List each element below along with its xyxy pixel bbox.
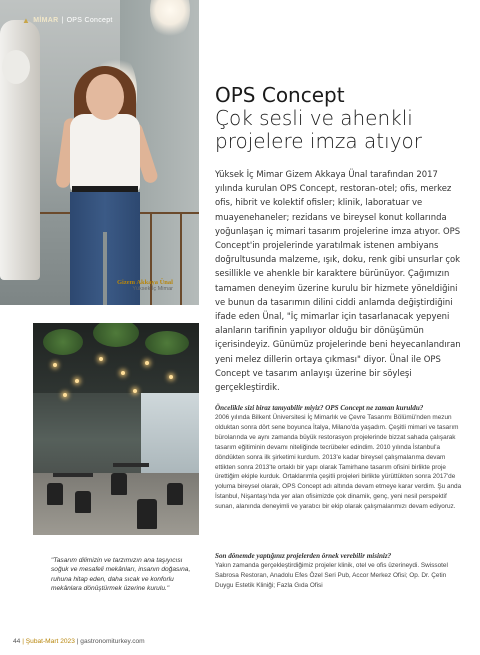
caption-role: Yüksek İç Mimar	[132, 286, 173, 292]
section-label: MİMAR	[33, 17, 59, 24]
footer-separator: |	[22, 638, 24, 645]
section-header	[22, 16, 113, 25]
restaurant-photo	[33, 323, 199, 535]
question-2: Son dönemde yaptığınız projelerden örnek verebilir misiniz?	[215, 552, 392, 560]
header-separator: |	[61, 17, 64, 24]
brand-mark-icon: ▲	[22, 16, 31, 25]
intro-paragraph: Yüksek İç Mimar Gizem Akkaya Ünal tarafından 2017 yılında kurulan OPS Concept, restoran-otel; ofis, merkez ofis, hibrit ve kolektif ofisler; klinik, laboratuar ve muayenehaneler; rezidans ve bireysel konut kollarında yoğunlaşan iç mimari tasarım projelerine imza atıyor. OPS Concept'in projelerinde yaratılmak istenen ambiyans doğrultusunda malzeme, ışık, doku, renk gibi unsurlar çok sesillikle ve ahenkle bir karaktere bürünüyor. Çağımızın tamamen deneyim üzerine kurulu bir hizmete yöneldiğini ve bunun da tasarımın dilini ciddi anlamda değiştirdiğini ifade eden Ünal, "İç mimarlar için tasarlanacak yepyeni alanların tarifinin yapılıyor olduğu bir dönüşümün içerisindeyiz. Günümüz projelerinde beni heyecanlandıran yeni melez dillerin ortaya çıkması" diyor. Ünal ile OPS Concept ve tasarım anlayışı üzerine bir söyleşi gerçekleştirdik.	[215, 169, 461, 393]
website-link[interactable]: gastronomiturkey.com	[80, 638, 145, 645]
caption-name: Gizem Akkaya Ünal	[117, 279, 173, 286]
portrait-photo	[0, 0, 199, 305]
article-title	[215, 84, 465, 152]
footer-separator: |	[76, 638, 79, 645]
issue-date: Şubat-Mart 2023	[25, 638, 75, 645]
answer-2: Yakın zamanda gerçekleştirdiğimiz projeler klinik, otel ve ofis üzerineydi. Swissotel Sabrosa Restoran, Anadolu Efes Özel Seri Pub, Accor Merkez Ofisi; Op. Dr. Çetin Duygu Estetik Kliniği; Fazla Gıda Ofisi	[215, 562, 448, 589]
portrait-caption	[117, 279, 173, 292]
question-1: Öncelikle sizi biraz tanıyabilir miyiz? OPS Concept ne zaman kuruldu?	[215, 404, 424, 412]
photo-quote: "Tasarım dilimizin ve tarzımızın ana taşıyıcısı soğuk ve mesafeli mekânları, insanın doğasına, ruhuna hitap eden, daha sıcak ve konforlu mekânlara dönüştürmek üzerine kurulu."	[51, 557, 191, 593]
title-line-1: OPS Concept	[215, 83, 345, 107]
page-footer	[13, 638, 145, 645]
answer-1: 2006 yılında Bilkent Üniversitesi İç Mimarlık ve Çevre Tasarımı Bölümü'nden mezun olduktan sonra dört sene boyunca İtalya, Milano'da yaşadım. Çeşitli mimari ve tasarım bürolarında ve aynı zamanda büyük restorasyon projelerinde bizzat sahada çalışarak tasarım eğitiminin devamı niteliğinde tecrübeler edindim. 2010 yılında İstanbul'a döndükten sonra ilk şirketimi kurdum. 2013'e kadar bireysel çalışmalarıma devam ettikten sonra 2013'te ortaklı bir yapı olarak Tamirhane tasarım ofisini birlikte proje ürettiğim ekiple kurduk. Ortaklarımla çeşitli projeleri birlikte yürüttükten sonra 2017'de yoluma bireysel olarak, OPS Concept adı altında devam etmeye karar verdim. Şu anda İstanbul, Nişantaşı'nda yer alan ofisimizde çok dinamik, genç, yeni nesil perspektif sunan, alanında deneyimli ve yaratıcı bir ekip olarak çalışmalarımızı devam ediyoruz.	[215, 414, 462, 511]
subsection-label: OPS Concept	[66, 17, 113, 24]
title-line-2: Çok sesli ve ahenkli projelere imza atıyor	[215, 105, 422, 153]
page-number: 44	[13, 638, 21, 645]
